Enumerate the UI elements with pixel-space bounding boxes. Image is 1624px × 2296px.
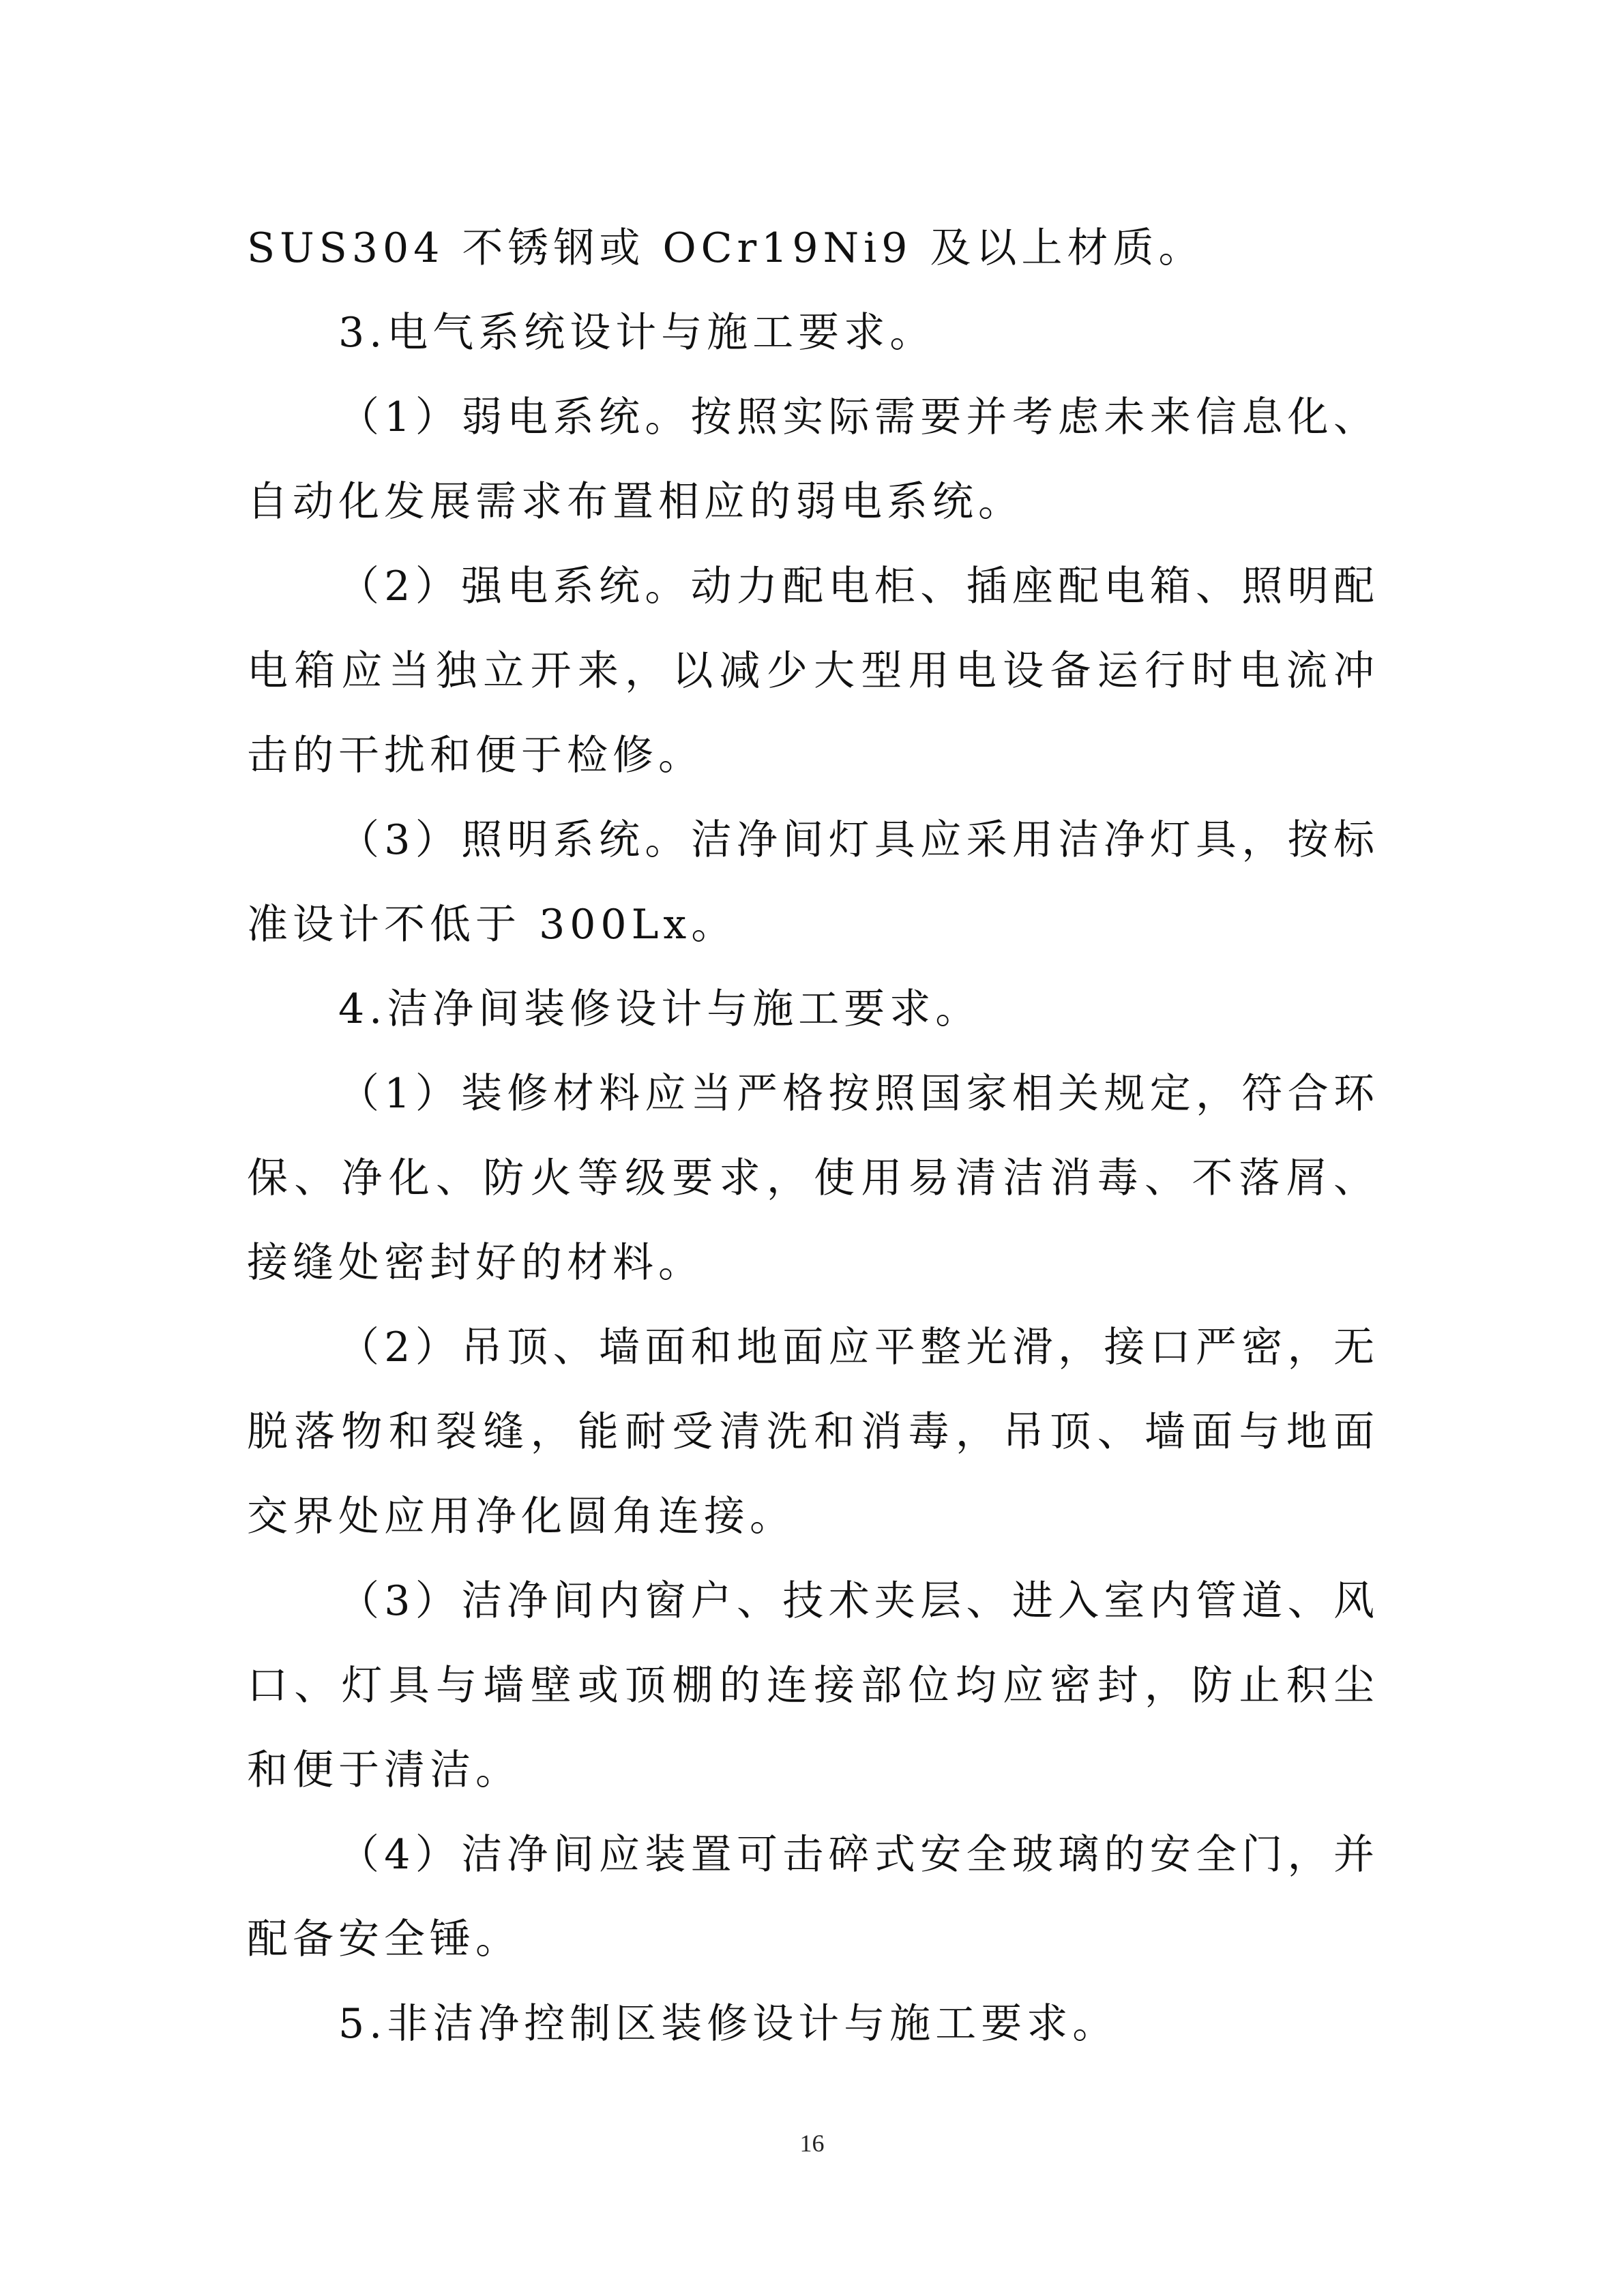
section-heading-electrical: 3.电气系统设计与施工要求。 [338, 309, 936, 357]
paragraph-lighting: （3）照明系统。洁净间灯具应采用洁净灯具，按标准设计不低于 300Lx。 [247, 816, 1379, 949]
paragraph-strong-current: （2）强电系统。动力配电柜、插座配电箱、照明配电箱应当独立开来，以减少大型用电设备运行时电流冲击的干扰和便于检修。 [247, 563, 1379, 779]
document-body [247, 206, 1379, 2066]
section-heading-cleanroom-decoration: 4.洁净间装修设计与施工要求。 [338, 985, 981, 1033]
paragraph-continuation: SUS304 不锈钢或 OCr19Ni9 及以上材质。 [247, 224, 1205, 272]
paragraph-materials: （1）装修材料应当严格按照国家相关规定，符合环保、净化、防火等级要求，使用易清洁消毒、不落屑、接缝处密封好的材料。 [247, 1070, 1379, 1287]
paragraph-safety-door: （4）洁净间应装置可击碎式安全玻璃的安全门，并配备安全锤。 [247, 1831, 1379, 1963]
paragraph-weak-current: （1）弱电系统。按照实际需要并考虑未来信息化、自动化发展需求布置相应的弱电系统。 [247, 393, 1379, 526]
page-number: 16 [799, 2130, 825, 2157]
paragraph-sealing: （3）洁净间内窗户、技术夹层、进入室内管道、风口、灯具与墙壁或顶棚的连接部位均应密封，防止积尘和便于清洁。 [247, 1577, 1379, 1794]
section-heading-non-clean-area: 5.非洁净控制区装修设计与施工要求。 [338, 2000, 1119, 2048]
paragraph-surfaces: （2）吊顶、墙面和地面应平整光滑，接口严密，无脱落物和裂缝，能耐受清洗和消毒，吊顶、墙面与地面交界处应用净化圆角连接。 [247, 1324, 1379, 1540]
